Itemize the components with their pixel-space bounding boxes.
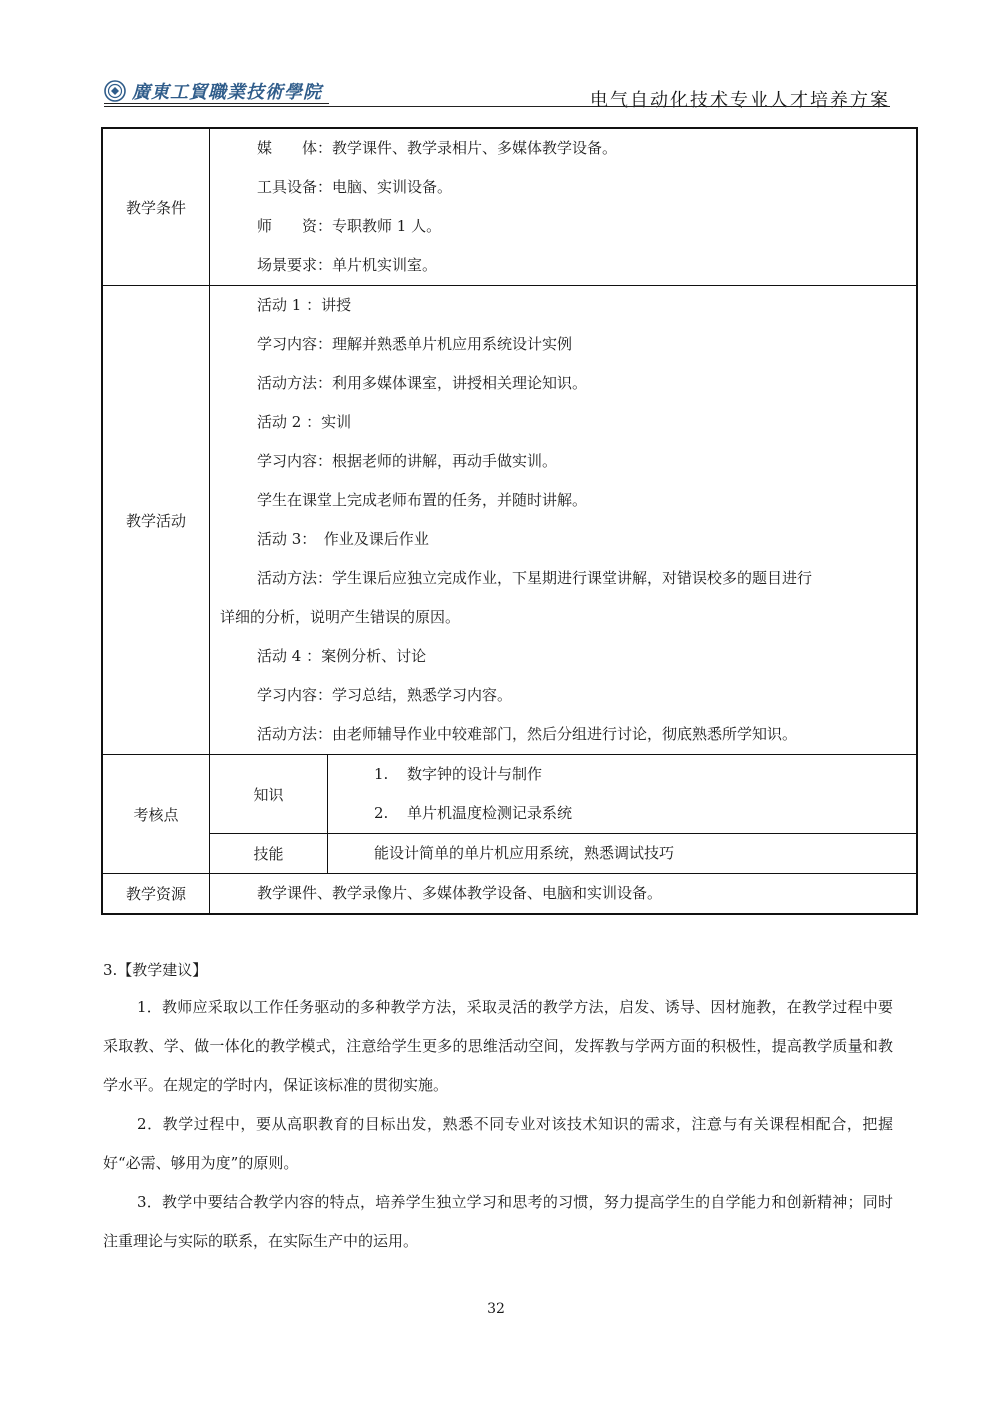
page-number: 32 [487, 1301, 505, 1317]
activity-line: 活动方法：学生课后应独立完成作业，下星期进行课堂讲解，对错误校多的题目进行 [257, 569, 813, 587]
activity-line: 学生在课堂上完成老师布置的任务，并随时讲解。 [257, 491, 588, 509]
course-plan-table [101, 127, 918, 915]
school-name: 廣東工貿職業技術學院 [132, 82, 322, 103]
knowledge-item [328, 794, 916, 833]
teaching-conditions-label: 教学条件 [102, 128, 210, 286]
activity-line: 学习内容：根据老师的讲解，再动手做实训。 [257, 452, 558, 470]
knowledge-content [328, 755, 918, 834]
teaching-activities-row [102, 286, 917, 755]
activity-line: 活动 2 ：实训 [257, 413, 352, 431]
activity-line: 学习内容：理解并熟悉单片机应用系统设计实例 [257, 335, 573, 353]
teaching-resources-content [210, 874, 918, 915]
knowledge-item-number: 1. [374, 765, 389, 783]
activity-line: 活动 1 ：讲授 [257, 296, 352, 314]
assessment-knowledge-row [102, 755, 917, 834]
teaching-resources-label: 教学资源 [102, 874, 210, 915]
knowledge-label: 知识 [210, 755, 328, 834]
knowledge-item [328, 755, 916, 794]
knowledge-item-number: 2. [374, 804, 389, 822]
condition-line: 媒 体：教学课件、教学录相片、多媒体教学设备。 [257, 139, 618, 157]
condition-line: 场景要求：单片机实训室。 [257, 256, 438, 274]
teaching-advice-section [103, 952, 893, 1261]
teaching-conditions-row [102, 128, 917, 286]
knowledge-item-text: 单片机温度检测记录系统 [407, 804, 573, 822]
section-heading: 3.【教学建议】 [103, 961, 208, 979]
school-logo [104, 78, 322, 104]
knowledge-item-text: 数字钟的设计与制作 [407, 765, 543, 783]
page-header [100, 72, 890, 111]
activity-line: 活动 3： 作业及课后作业 [257, 530, 429, 548]
activity-line: 学习内容：学习总结，熟悉学习内容。 [257, 686, 513, 704]
assessment-skill-row [102, 834, 917, 874]
advice-paragraph: 2．教学过程中，要从高职教育的目标出发，熟悉不同专业对该技术知识的需求，注意与有关课程相配合，把握好“必需、够用为度”的原则。 [103, 1115, 893, 1172]
skill-text: 能设计简单的单片机应用系统，熟悉调试技巧 [374, 844, 675, 862]
document-title: 电气自动化技术专业人才培养方案 [590, 90, 890, 111]
condition-line: 师 资：专职教师 1 人。 [257, 217, 442, 235]
resources-text: 教学课件、教学录像片、多媒体教学设备、电脑和实训设备。 [257, 884, 663, 902]
advice-paragraph: 1．教师应采取以工作任务驱动的多种教学方法，采取灵活的教学方法，启发、诱导、因材施教，在教学过程中要采取教、学、做一体化的教学模式，注意给学生更多的思维活动空间，发挥教与学两方面的积极性，提高教学质量和教学水平。在规定的学时内，保证该标准的贯彻实施。 [103, 998, 893, 1094]
header-divider-short [104, 103, 329, 104]
activity-line: 详细的分析，说明产生错误的原因。 [220, 608, 461, 626]
header-divider [104, 106, 890, 107]
advice-paragraph: 3．教学中要结合教学内容的特点，培养学生独立学习和思考的习惯，努力提高学生的自学能力和创新精神；同时注重理论与实际的联系，在实际生产中的运用。 [103, 1193, 893, 1250]
teaching-activities-content [210, 286, 918, 755]
teaching-activities-label: 教学活动 [102, 286, 210, 755]
teaching-conditions-content [210, 128, 918, 286]
skill-content [328, 834, 918, 874]
activity-line: 活动 4 ：案例分析、讨论 [257, 647, 427, 665]
condition-line: 工具设备：电脑、实训设备。 [257, 178, 453, 196]
skill-label: 技能 [210, 834, 328, 874]
activity-line: 活动方法：由老师辅导作业中较难部门，然后分组进行讨论，彻底熟悉所学知识。 [257, 725, 798, 743]
teaching-resources-row [102, 874, 917, 915]
activity-line: 活动方法：利用多媒体课室，讲授相关理论知识。 [257, 374, 588, 392]
school-emblem-icon [104, 80, 126, 102]
assessment-label: 考核点 [102, 755, 210, 874]
